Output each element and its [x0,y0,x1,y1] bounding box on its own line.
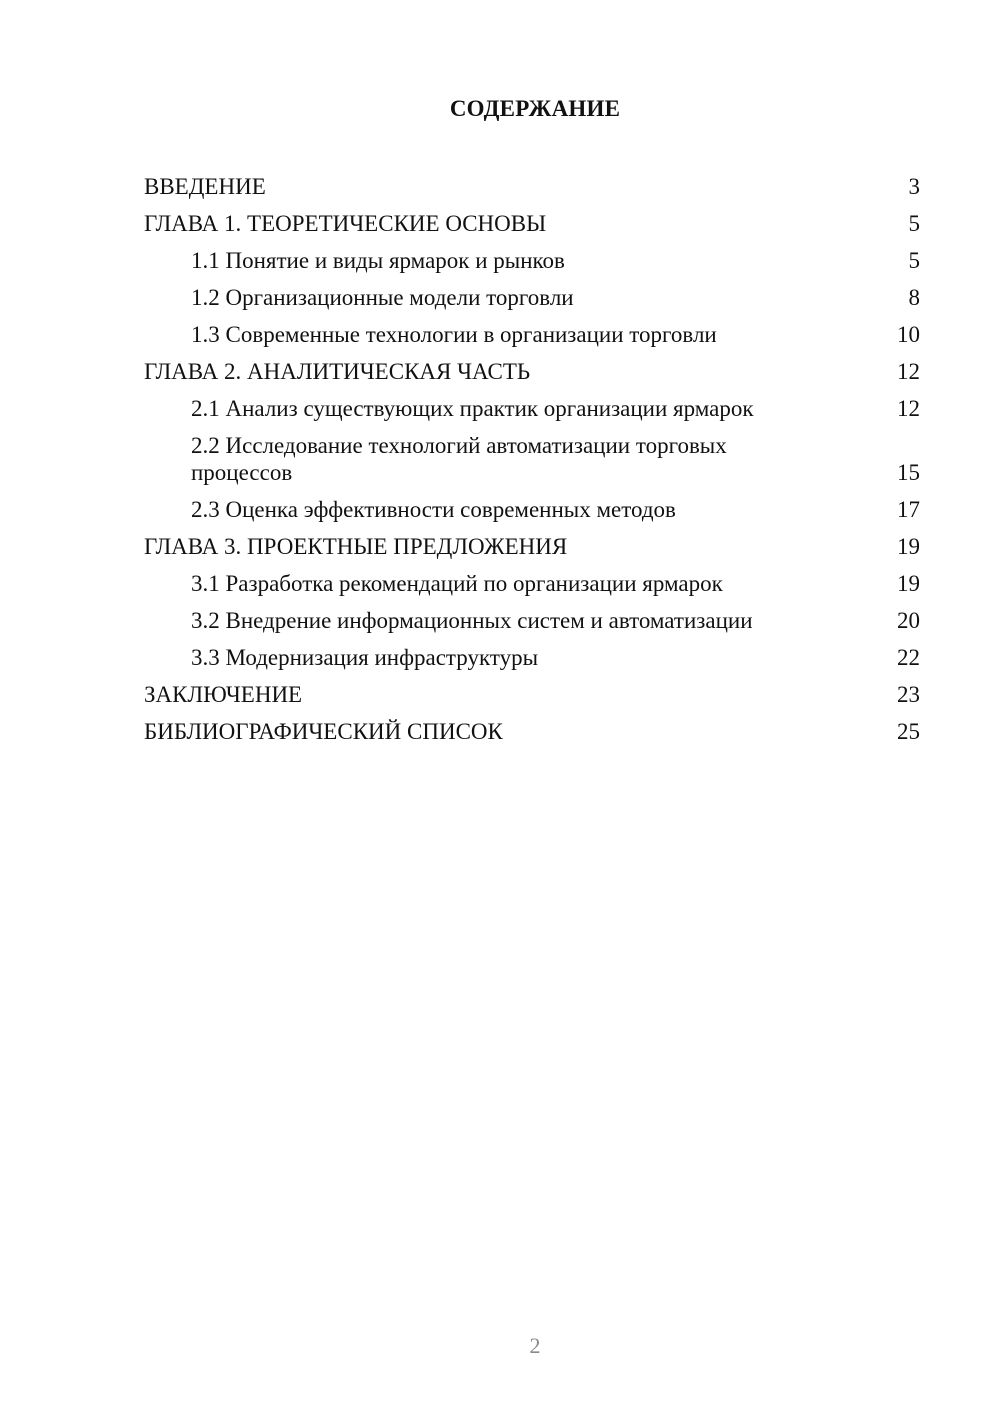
toc-entry-chapter-1 [144,205,920,242]
toc-entry-label: 2.3 Оценка эффективности современных методов [191,497,676,522]
toc-entry-page: 23 [897,682,920,707]
toc-entry-label: 2.1 Анализ существующих практик организации ярмарок [191,396,754,421]
toc-entry-section-1-3 [144,316,920,353]
toc-entry-page: 20 [897,608,920,633]
toc-entry-page: 10 [897,322,920,347]
toc-entry-section-2-1 [144,390,920,427]
toc-entry-section-2-2 [144,427,920,491]
toc-entry-section-2-3 [144,491,920,528]
toc-entry-page: 12 [897,396,920,421]
toc-entry-label: 1.3 Современные технологии в организации торговли [191,322,717,347]
toc-entry-introduction [144,168,920,205]
toc-entry-label: 3.1 Разработка рекомендаций по организации ярмарок [191,571,723,596]
toc-entry-page: 5 [908,211,920,236]
toc-entry-page: 12 [897,359,920,384]
table-of-contents [144,168,920,750]
toc-entry-page: 19 [897,534,920,559]
toc-entry-page: 15 [897,460,920,485]
toc-entry-conclusion [144,676,920,713]
toc-entry-label: 2.2 Исследование технологий автоматизации торговых процессов [191,433,727,485]
toc-entry-label: 1.2 Организационные модели торговли [191,285,574,310]
toc-entry-chapter-3 [144,528,920,565]
toc-entry-label: 3.2 Внедрение информационных систем и автоматизации [191,608,753,633]
toc-entry-page: 3 [908,174,920,199]
toc-entry-label: ГЛАВА 2. АНАЛИТИЧЕСКАЯ ЧАСТЬ [144,359,531,384]
toc-entry-chapter-2 [144,353,920,390]
toc-entry-page: 19 [897,571,920,596]
toc-entry-section-3-2 [144,602,920,639]
toc-entry-label: 3.3 Модернизация инфраструктуры [191,645,539,670]
toc-entry-label: ЗАКЛЮЧЕНИЕ [144,682,303,707]
toc-entry-page: 25 [897,719,920,744]
toc-entry-page: 22 [897,645,920,670]
toc-entry-page: 17 [897,497,920,522]
toc-entry-page: 5 [908,248,920,273]
toc-title: СОДЕРЖАНИЕ [449,96,621,121]
toc-entry-bibliography [144,713,920,750]
toc-entry-section-3-1 [144,565,920,602]
toc-entry-section-1-2 [144,279,920,316]
page-number: 2 [529,1333,541,1358]
toc-entry-section-3-3 [144,639,920,676]
toc-entry-label: ВВЕДЕНИЕ [144,174,266,199]
toc-entry-page: 8 [908,285,920,310]
toc-entry-section-1-1 [144,242,920,279]
toc-entry-label: БИБЛИОГРАФИЧЕСКИЙ СПИСОК [144,719,503,744]
toc-entry-label: ГЛАВА 1. ТЕОРЕТИЧЕСКИЕ ОСНОВЫ [144,211,547,236]
toc-entry-label: 1.1 Понятие и виды ярмарок и рынков [191,248,565,273]
toc-entry-label: ГЛАВА 3. ПРОЕКТНЫЕ ПРЕДЛОЖЕНИЯ [144,534,568,559]
